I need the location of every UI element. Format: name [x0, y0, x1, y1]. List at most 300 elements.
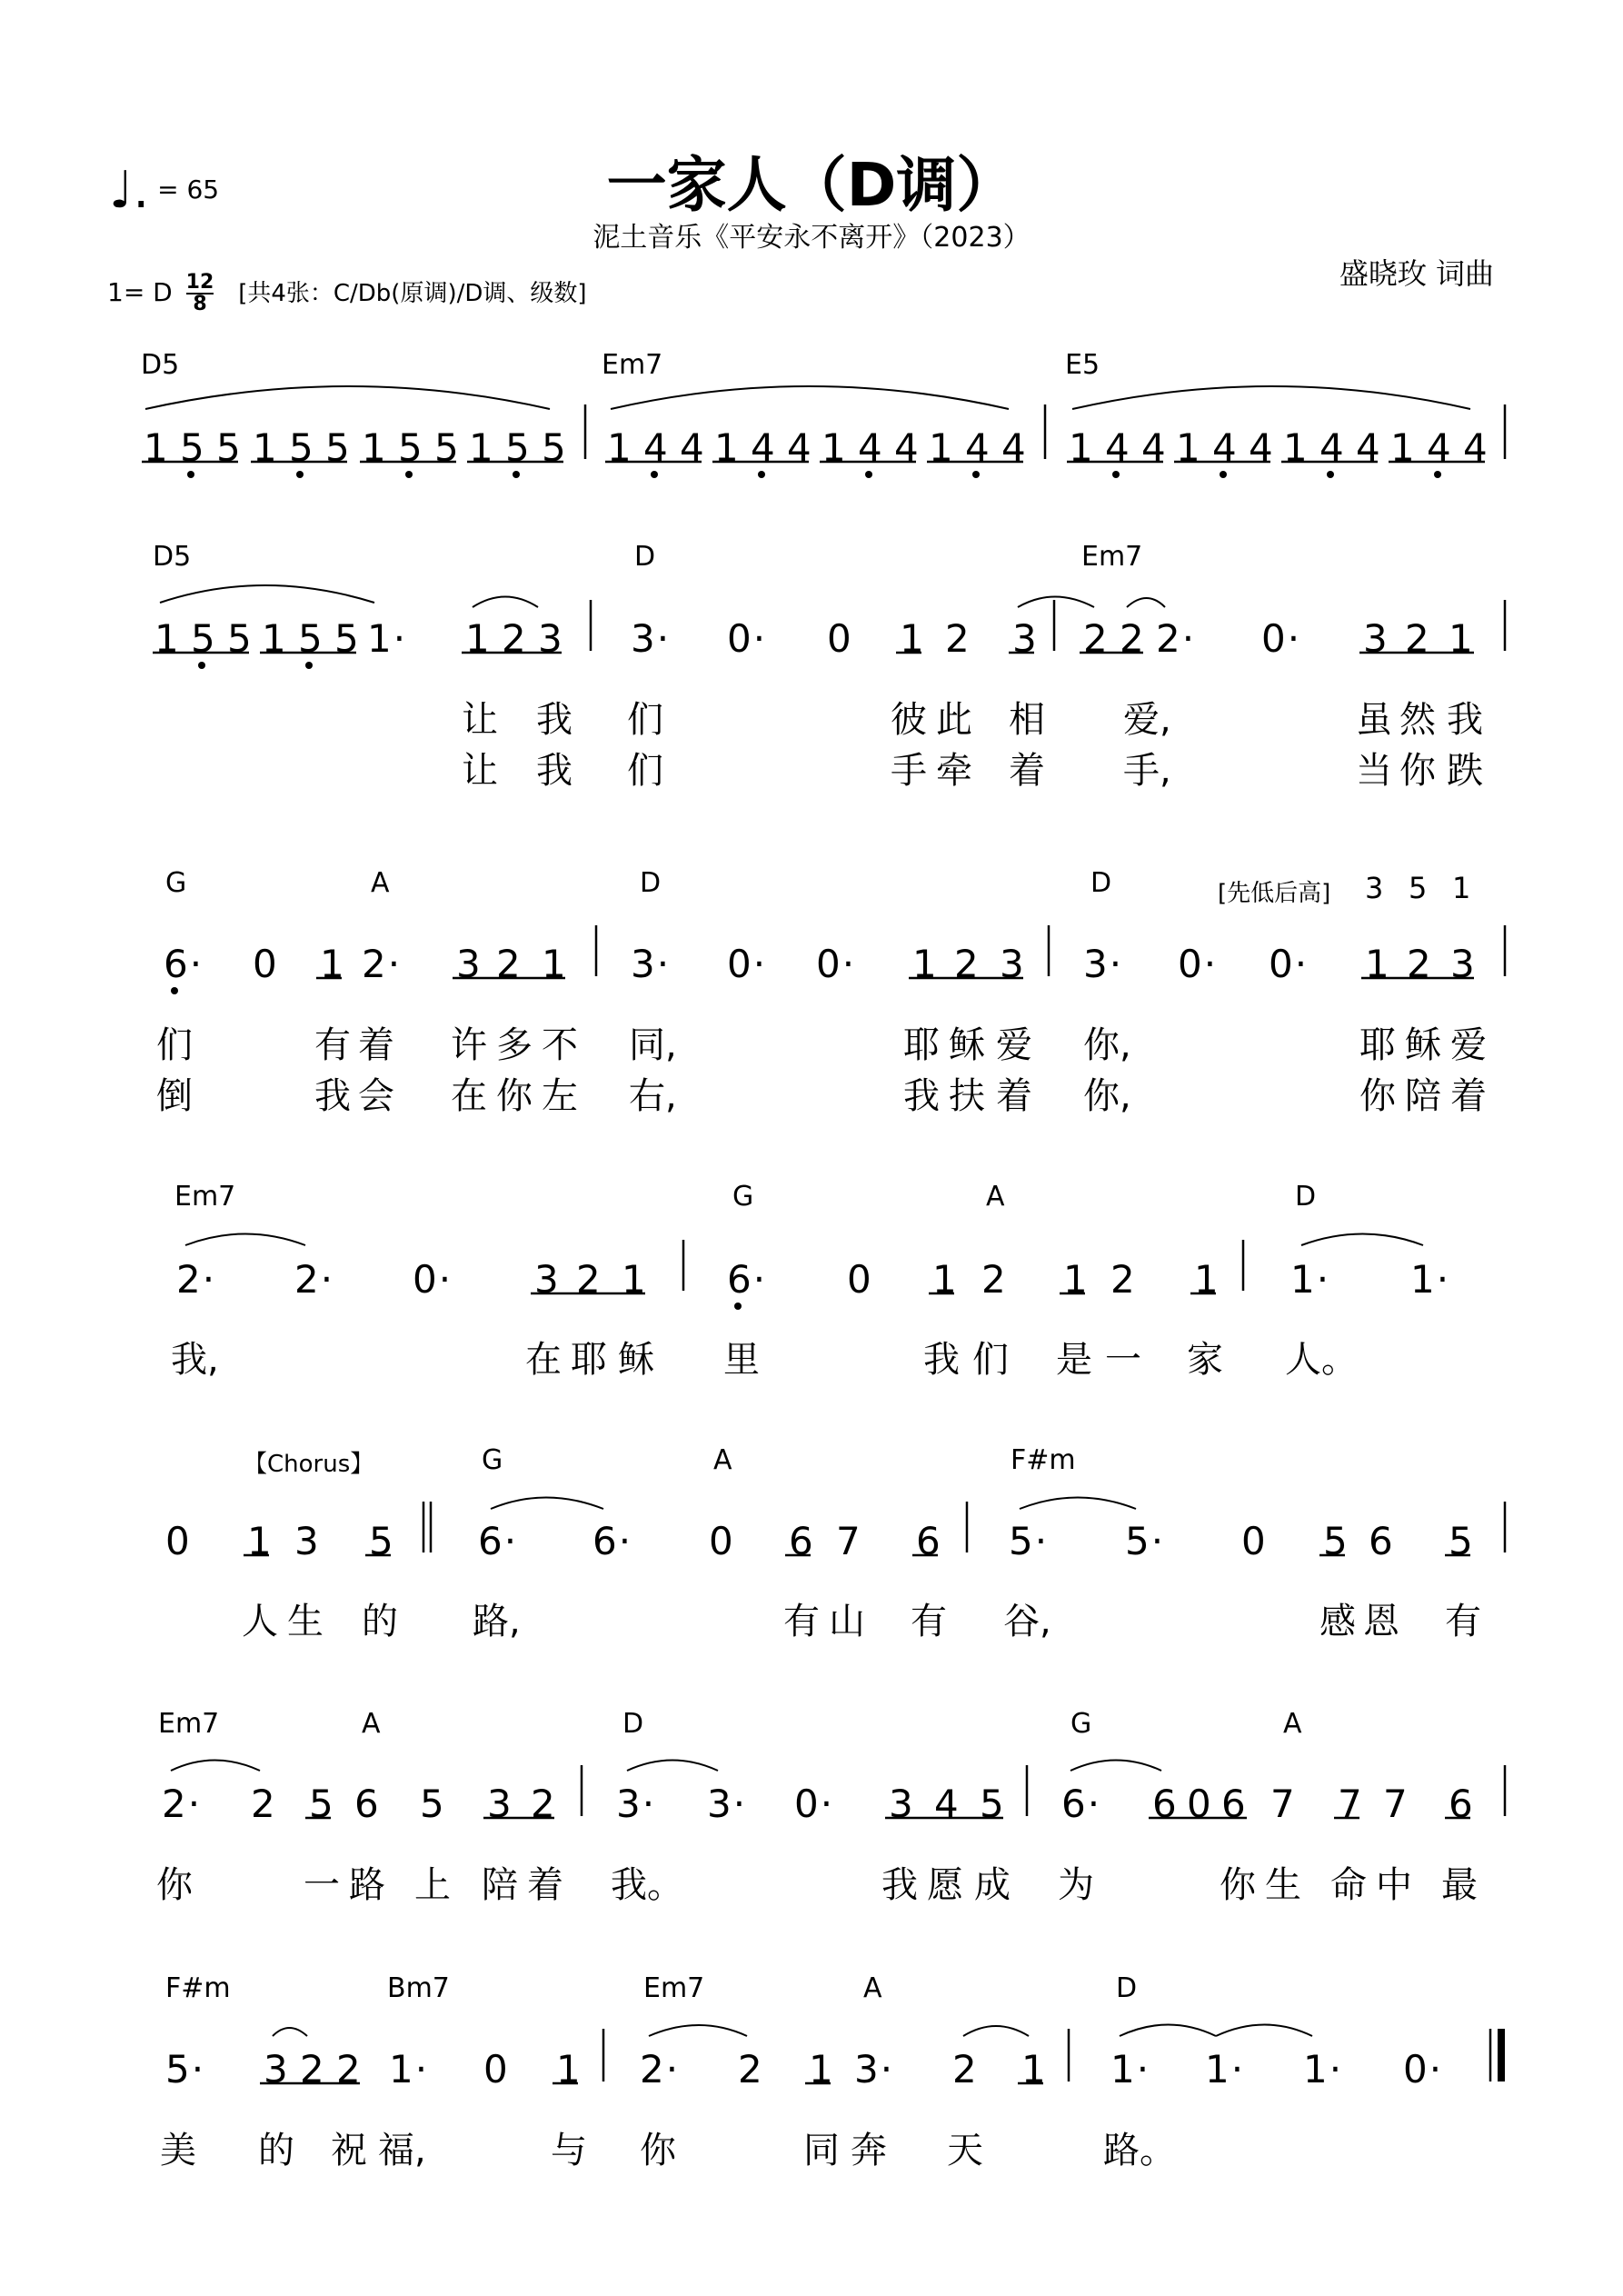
lyric: 上	[414, 1864, 451, 1906]
lyric: 我,	[171, 1339, 219, 1381]
low-octave-dot	[198, 662, 205, 669]
lyric: 在	[451, 1075, 487, 1117]
note: 3·	[616, 1782, 657, 1826]
lyric: 路,	[473, 1601, 521, 1642]
note: 1	[912, 942, 939, 986]
slur	[491, 1498, 603, 1510]
note: 1·	[1303, 2047, 1344, 2091]
lyric: 着	[996, 1075, 1032, 1117]
chord-symbol: D	[640, 867, 662, 899]
chord-symbol: D	[1116, 1972, 1138, 2004]
author-credit: 盛晓玫 词曲	[1339, 256, 1494, 291]
note: 2	[981, 1257, 1008, 1302]
lyric: 你	[496, 1075, 533, 1117]
lyric: 有	[911, 1601, 947, 1642]
lyric: 倒	[156, 1075, 193, 1117]
note: 4	[1463, 425, 1489, 470]
chord-symbol: A	[1283, 1708, 1302, 1740]
lyric: 一	[1105, 1339, 1141, 1381]
slur	[171, 1761, 260, 1772]
lyric: 扶	[949, 1075, 985, 1117]
note: 1	[929, 425, 955, 470]
tempo-value: = 65	[157, 175, 220, 205]
lyric: 手	[891, 750, 927, 792]
lyric: 着	[527, 1864, 563, 1906]
note: 1·	[1110, 2047, 1151, 2091]
version-note: [共4张：C/Db(原调)/D调、级数]	[238, 280, 587, 307]
chord-symbol: D	[1295, 1181, 1317, 1213]
lyric: 中	[1376, 1864, 1412, 1906]
lyric: 着	[1009, 750, 1045, 792]
note: 1	[900, 616, 926, 661]
lyric: 是	[1056, 1339, 1092, 1381]
note: 7	[1383, 1782, 1409, 1826]
lyric: 有	[1445, 1601, 1481, 1642]
chord-symbol: A	[362, 1708, 381, 1740]
chord-symbol: A	[986, 1181, 1005, 1213]
chord-symbol: Em7	[643, 1972, 705, 2004]
chord-symbol: F#m	[1011, 1444, 1076, 1476]
lyric: 愿	[927, 1864, 963, 1906]
note: 1	[154, 616, 181, 661]
chord-symbol: A	[713, 1444, 732, 1476]
note: 6·	[478, 1519, 519, 1563]
note: 0·	[794, 1782, 835, 1826]
note: 4	[1212, 425, 1239, 470]
note: 4	[894, 425, 921, 470]
lyric: 稣	[1405, 1024, 1441, 1066]
slur	[963, 2026, 1029, 2036]
low-octave-dot	[865, 471, 872, 478]
note: 3	[534, 1257, 561, 1302]
lyric: 成	[974, 1864, 1011, 1906]
lyric: 天	[947, 2130, 983, 2171]
note: 2·	[294, 1257, 335, 1302]
note: 2·	[162, 1782, 203, 1826]
chord-symbol: D	[1090, 867, 1112, 899]
lyric: 最	[1441, 1864, 1478, 1906]
note: 3·	[1083, 942, 1124, 986]
lyric: 我	[923, 1339, 960, 1381]
note: 2·	[176, 1257, 217, 1302]
lyric: 感	[1319, 1601, 1356, 1642]
note: 4	[643, 425, 670, 470]
note: 1	[1449, 616, 1475, 661]
slur	[1127, 598, 1165, 607]
low-octave-dot	[513, 471, 520, 478]
lyric: 同	[803, 2130, 840, 2171]
lyric: 你,	[1083, 1075, 1131, 1117]
note: 2	[1120, 616, 1146, 661]
slur	[1216, 2025, 1312, 2037]
note: 1	[247, 1519, 274, 1563]
note: 3	[294, 1519, 321, 1563]
note: 0·	[1178, 942, 1219, 986]
note: 1	[1365, 942, 1391, 986]
lyric: 生	[287, 1601, 324, 1642]
slurs	[145, 386, 1473, 2036]
note: 1·	[1290, 1257, 1331, 1302]
low-octave-dot	[405, 471, 413, 478]
chord-symbol: D	[622, 1708, 644, 1740]
note: 1·	[1410, 1257, 1451, 1302]
note: 6·	[164, 942, 204, 986]
lyric: 爱,	[1123, 699, 1171, 741]
note: 3	[264, 2047, 290, 2091]
low-octave-dot	[1327, 471, 1334, 478]
lyric: 家	[1187, 1339, 1223, 1381]
note: 1·	[1205, 2047, 1246, 2091]
note: 2	[952, 2047, 979, 2091]
lyric: 我	[903, 1075, 940, 1117]
lyric: 恩	[1363, 1601, 1399, 1642]
note: 4	[1001, 425, 1028, 470]
note: 2	[945, 616, 971, 661]
note: 3·	[631, 616, 672, 661]
note: 1	[622, 1257, 648, 1302]
note: 6·	[592, 1519, 633, 1563]
note: 1	[362, 425, 388, 470]
lyric: 们	[627, 699, 663, 741]
slur	[160, 585, 374, 603]
lyric: 爱	[1450, 1024, 1487, 1066]
note: 4	[965, 425, 991, 470]
lyric: 路。	[1103, 2130, 1176, 2171]
chorus-label: 【Chorus】	[244, 1451, 374, 1478]
slur	[473, 597, 538, 608]
note: 3	[487, 1782, 513, 1826]
note: 5·	[165, 2047, 206, 2091]
lyric: 陪	[1405, 1075, 1441, 1117]
low-octave-dot	[305, 662, 313, 669]
low-octave-dot	[1112, 471, 1120, 478]
lyric: 山	[829, 1601, 865, 1642]
note: 1	[1194, 1257, 1220, 1302]
lyric: 着	[1450, 1075, 1487, 1117]
lyric: 我	[314, 1075, 351, 1117]
lyric: 为	[1058, 1864, 1094, 1906]
note: 0	[847, 1257, 873, 1302]
note: 1	[144, 425, 170, 470]
note: 1	[1283, 425, 1309, 470]
note: 4	[1319, 425, 1346, 470]
low-octave-dot	[187, 471, 194, 478]
note: 1	[253, 425, 279, 470]
chord-symbol: Em7	[1081, 541, 1143, 573]
lyric: 的	[362, 1601, 398, 1642]
slur	[145, 386, 550, 409]
lyric: 你	[1359, 1075, 1396, 1117]
song-subtitle: 泥土音乐《平安永不离开》（2023）	[592, 222, 1031, 254]
note: 2	[576, 1257, 602, 1302]
note: 2	[531, 1782, 557, 1826]
note: 6	[789, 1519, 815, 1563]
lyric: 奔	[851, 2130, 887, 2171]
lyric: 里	[723, 1339, 760, 1381]
chord-symbol: Em7	[158, 1708, 220, 1740]
lyric: 会	[358, 1075, 394, 1117]
note: 2	[738, 2047, 764, 2091]
low-octave-dot	[758, 471, 765, 478]
note: 5	[434, 425, 461, 470]
chord-symbol: E5	[1065, 349, 1100, 381]
alt-note: 3	[1365, 871, 1386, 905]
note: 5	[420, 1782, 446, 1826]
lyric: 你	[1220, 1864, 1256, 1906]
note: 5	[216, 425, 243, 470]
note: 0	[253, 942, 279, 986]
note: 2·	[640, 2047, 681, 2091]
note: 5·	[1009, 1519, 1050, 1563]
lyric: 我	[536, 750, 573, 792]
note: 2	[502, 616, 528, 661]
slur	[1072, 386, 1470, 409]
lyric: 有	[314, 1024, 351, 1066]
note: 0·	[1269, 942, 1309, 986]
low-octave-dot	[1434, 471, 1441, 478]
low-octave-dot	[972, 471, 980, 478]
note: 0·	[816, 942, 857, 986]
lyric: 们	[156, 1024, 193, 1066]
note: 2	[954, 942, 981, 986]
lyric: 你	[156, 1864, 193, 1906]
note: 1	[1063, 1257, 1090, 1302]
note: 1	[1069, 425, 1095, 470]
note: 3	[538, 616, 564, 661]
note: 1	[932, 1257, 959, 1302]
note: 5	[398, 425, 424, 470]
note: 5	[298, 616, 324, 661]
note: 3	[1012, 616, 1039, 661]
lyric: 耶	[571, 1339, 607, 1381]
note: 6	[1449, 1782, 1475, 1826]
note: 1	[607, 425, 633, 470]
note: 4	[1105, 425, 1131, 470]
lyric: 陪	[482, 1864, 518, 1906]
lyric: 你	[640, 2130, 676, 2171]
chord-symbol: G	[732, 1181, 754, 1213]
note: 5	[289, 425, 315, 470]
note: 6	[1152, 1782, 1179, 1826]
note: 4	[1141, 425, 1168, 470]
lyric: 跌	[1447, 750, 1483, 792]
lyric: 着	[358, 1024, 394, 1066]
slur	[611, 386, 1009, 409]
note: 5·	[1125, 1519, 1166, 1563]
note: 5	[325, 425, 352, 470]
lyric: 你,	[1083, 1024, 1131, 1066]
lyric: 右,	[629, 1075, 677, 1117]
lyric: 路	[349, 1864, 385, 1906]
note: 3·	[707, 1782, 748, 1826]
slur	[1020, 1498, 1136, 1510]
lyric: 虽	[1356, 699, 1392, 741]
note: 4	[858, 425, 884, 470]
note: 0	[709, 1519, 735, 1563]
note: 3·	[854, 2047, 895, 2091]
note: 1	[465, 616, 492, 661]
lyric: 与	[551, 2130, 587, 2171]
note: 5	[180, 425, 206, 470]
lyric: 在	[525, 1339, 562, 1381]
note: 0	[165, 1519, 192, 1563]
note: 1	[821, 425, 848, 470]
lyric: 耶	[903, 1024, 940, 1066]
time-numerator: 12	[185, 271, 214, 294]
lyric: 然	[1399, 699, 1436, 741]
note: 5	[227, 616, 254, 661]
low-octave-dot	[1220, 471, 1227, 478]
note: 1	[1021, 2047, 1048, 2091]
lyric: 牵	[936, 750, 972, 792]
lyric: 我。	[611, 1864, 683, 1906]
note: 2	[1083, 616, 1110, 661]
chord-symbol: Bm7	[387, 1972, 450, 2004]
note: 5	[369, 1519, 395, 1563]
lyric: 们	[627, 750, 663, 792]
note: 0·	[1403, 2047, 1444, 2091]
low-octave-dot	[296, 471, 304, 478]
note: 1	[1390, 425, 1417, 470]
lyric: 稣	[949, 1024, 985, 1066]
slur	[1018, 597, 1094, 608]
dotted-quarter-note-icon: ♩.	[109, 161, 150, 220]
lyric: 们	[972, 1339, 1009, 1381]
lyric: 手,	[1123, 750, 1171, 792]
lyric: 一	[304, 1864, 340, 1906]
lyric: 我	[881, 1864, 918, 1906]
note: 2	[1407, 942, 1433, 986]
chord-symbol: D5	[153, 541, 192, 573]
note: 2	[336, 2047, 363, 2091]
low-octave-dot	[171, 987, 178, 994]
lyric: 人	[242, 1601, 278, 1642]
note: 0	[1187, 1782, 1213, 1826]
note: 3	[889, 1782, 915, 1826]
note: 3·	[631, 942, 672, 986]
lyric: 祝	[331, 2130, 367, 2171]
note: 1	[809, 2047, 835, 2091]
low-octave-dot	[651, 471, 658, 478]
lyric: 当	[1356, 750, 1392, 792]
note: 7	[1270, 1782, 1297, 1826]
lyric: 让	[462, 699, 498, 741]
note: 2	[1110, 1257, 1137, 1302]
note: 2	[251, 1782, 277, 1826]
note: 0	[1241, 1519, 1268, 1563]
lyric: 我	[536, 699, 573, 741]
key-label: 1= D	[107, 277, 173, 307]
octave-dots	[171, 471, 1441, 1310]
note: 4	[934, 1782, 961, 1826]
note: 3	[1450, 942, 1477, 986]
chord-symbol: A	[371, 867, 390, 899]
lyric: 人。	[1285, 1339, 1358, 1381]
final-barline	[1498, 2029, 1505, 2081]
note: 2	[496, 942, 523, 986]
lyric: 命	[1330, 1864, 1367, 1906]
slur	[185, 1234, 305, 1246]
lyric: 生	[1265, 1864, 1301, 1906]
note: 6·	[1061, 1782, 1102, 1826]
note: 4	[751, 425, 777, 470]
note: 1	[469, 425, 495, 470]
chord-symbol: D5	[141, 349, 180, 381]
barlines	[423, 404, 1505, 2081]
note: 1	[542, 942, 568, 986]
lyric: 此	[936, 699, 972, 741]
chord-symbol: Em7	[602, 349, 663, 381]
slur	[273, 2028, 307, 2036]
time-denominator: 8	[186, 293, 214, 314]
note: 6	[1221, 1782, 1248, 1826]
note: 0·	[727, 616, 768, 661]
note: 1	[1176, 425, 1202, 470]
note: 6	[354, 1782, 381, 1826]
lyric: 我	[1447, 699, 1483, 741]
alt-note: 1	[1452, 871, 1473, 905]
note: 1·	[389, 2047, 430, 2091]
lyric: 不	[542, 1024, 578, 1066]
lyric: 多	[496, 1024, 533, 1066]
lyric: 左	[542, 1075, 578, 1117]
lyric: 相	[1009, 699, 1045, 741]
note: 6	[1369, 1519, 1395, 1563]
lyric: 谷,	[1003, 1601, 1051, 1642]
lyric: 福,	[378, 2130, 426, 2171]
note: 5	[309, 1782, 335, 1826]
beams	[142, 462, 1485, 2083]
chord-symbol: G	[1070, 1708, 1092, 1740]
note: 5	[980, 1782, 1006, 1826]
note: 5	[1449, 1519, 1475, 1563]
note: 7	[836, 1519, 862, 1563]
lyric: 爱	[996, 1024, 1032, 1066]
lyric: 稣	[618, 1339, 654, 1381]
chord-symbol: A	[863, 1972, 882, 2004]
note: 4	[680, 425, 706, 470]
note: 2	[300, 2047, 326, 2091]
lyric: 许	[451, 1024, 487, 1066]
note: 0·	[1261, 616, 1302, 661]
note: 6·	[727, 1257, 768, 1302]
slur	[1120, 2025, 1216, 2037]
lyric: 同,	[629, 1024, 677, 1066]
song-title: 一家人（D调）	[606, 150, 1017, 220]
lyric: 耶	[1359, 1024, 1396, 1066]
note: 3	[1000, 942, 1026, 986]
note: 3	[1363, 616, 1389, 661]
low-high-note: [先低后高]	[1218, 880, 1331, 907]
lyric: 让	[462, 750, 498, 792]
note: 4	[1249, 425, 1275, 470]
slur	[1070, 1761, 1161, 1772]
lyric: 的	[258, 2130, 294, 2171]
low-octave-dot	[734, 1303, 742, 1310]
note: 4	[1427, 425, 1453, 470]
note: 4	[787, 425, 813, 470]
note: 2·	[1156, 616, 1197, 661]
lyric: 你	[1399, 750, 1436, 792]
chord-symbol: F#m	[165, 1972, 231, 2004]
alt-note: 5	[1409, 871, 1429, 905]
lyric: 有	[783, 1601, 820, 1642]
note: 4	[1356, 425, 1382, 470]
note: 1	[556, 2047, 582, 2091]
note: 5	[542, 425, 568, 470]
note: 5	[191, 616, 217, 661]
note: 5	[505, 425, 532, 470]
